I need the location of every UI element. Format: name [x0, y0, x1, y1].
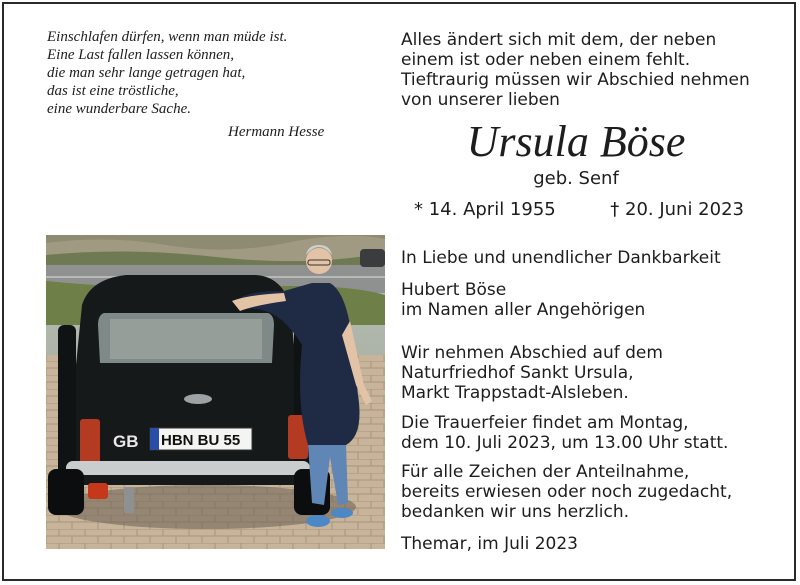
family-name: Hubert Böse: [401, 280, 507, 300]
gratitude-line: [401, 248, 781, 268]
place-date: [401, 534, 781, 554]
thanks-line: bedanken wir uns herzlich.: [401, 502, 630, 522]
intro-text: [401, 30, 781, 110]
family-block: [401, 280, 781, 320]
death-date: † 20. Juni 2023: [610, 199, 744, 220]
plate-country: GB: [113, 432, 139, 451]
gratitude-text: In Liebe und unendlicher Dankbarkeit: [401, 248, 721, 268]
thanks-line: bereits erwiesen oder noch zugedacht,: [401, 482, 733, 502]
poem-line: eine wunderbare Sache.: [47, 101, 191, 117]
farewell-line: Wir nehmen Abschied auf dem: [401, 343, 663, 363]
poem-line: das ist eine tröstliche,: [47, 83, 179, 99]
farewell-line: Naturfriedhof Sankt Ursula,: [401, 363, 634, 383]
service-block: [401, 413, 781, 453]
life-dates: [414, 199, 744, 220]
service-line: Die Trauerfeier findet am Montag,: [401, 413, 689, 433]
thanks-line: Für alle Zeichen der Anteilnahme,: [401, 462, 690, 482]
deceased-name: Ursula Böse: [466, 117, 686, 166]
birth-date: * 14. April 1955: [414, 199, 556, 220]
service-line: dem 10. Juli 2023, um 13.00 Uhr statt.: [401, 433, 729, 453]
license-plate: HBN BU 55: [161, 432, 241, 449]
intro-line: Alles ändert sich mit dem, der neben: [401, 30, 717, 50]
thanks-block: [401, 462, 781, 522]
poem: [47, 28, 367, 118]
family-note: im Namen aller Angehörigen: [401, 300, 646, 320]
intro-line: von unserer lieben: [401, 90, 560, 110]
intro-line: Tieftraurig müssen wir Abschied nehmen: [401, 70, 750, 90]
birth-name: geb. Senf: [533, 168, 619, 189]
poem-line: Eine Last fallen lassen können,: [47, 47, 235, 63]
poem-line: Einschlafen dürfen, wenn man müde ist.: [47, 29, 288, 45]
farewell-line: Markt Trappstadt-Alsleben.: [401, 383, 629, 403]
place-date-text: Themar, im Juli 2023: [401, 534, 578, 554]
poem-author: Hermann Hesse: [228, 124, 325, 140]
poem-line: die man sehr lange getragen hat,: [47, 65, 246, 81]
memorial-photo: [46, 235, 385, 549]
intro-line: einem ist oder neben einem fehlt.: [401, 50, 691, 70]
farewell-block: [401, 343, 781, 403]
